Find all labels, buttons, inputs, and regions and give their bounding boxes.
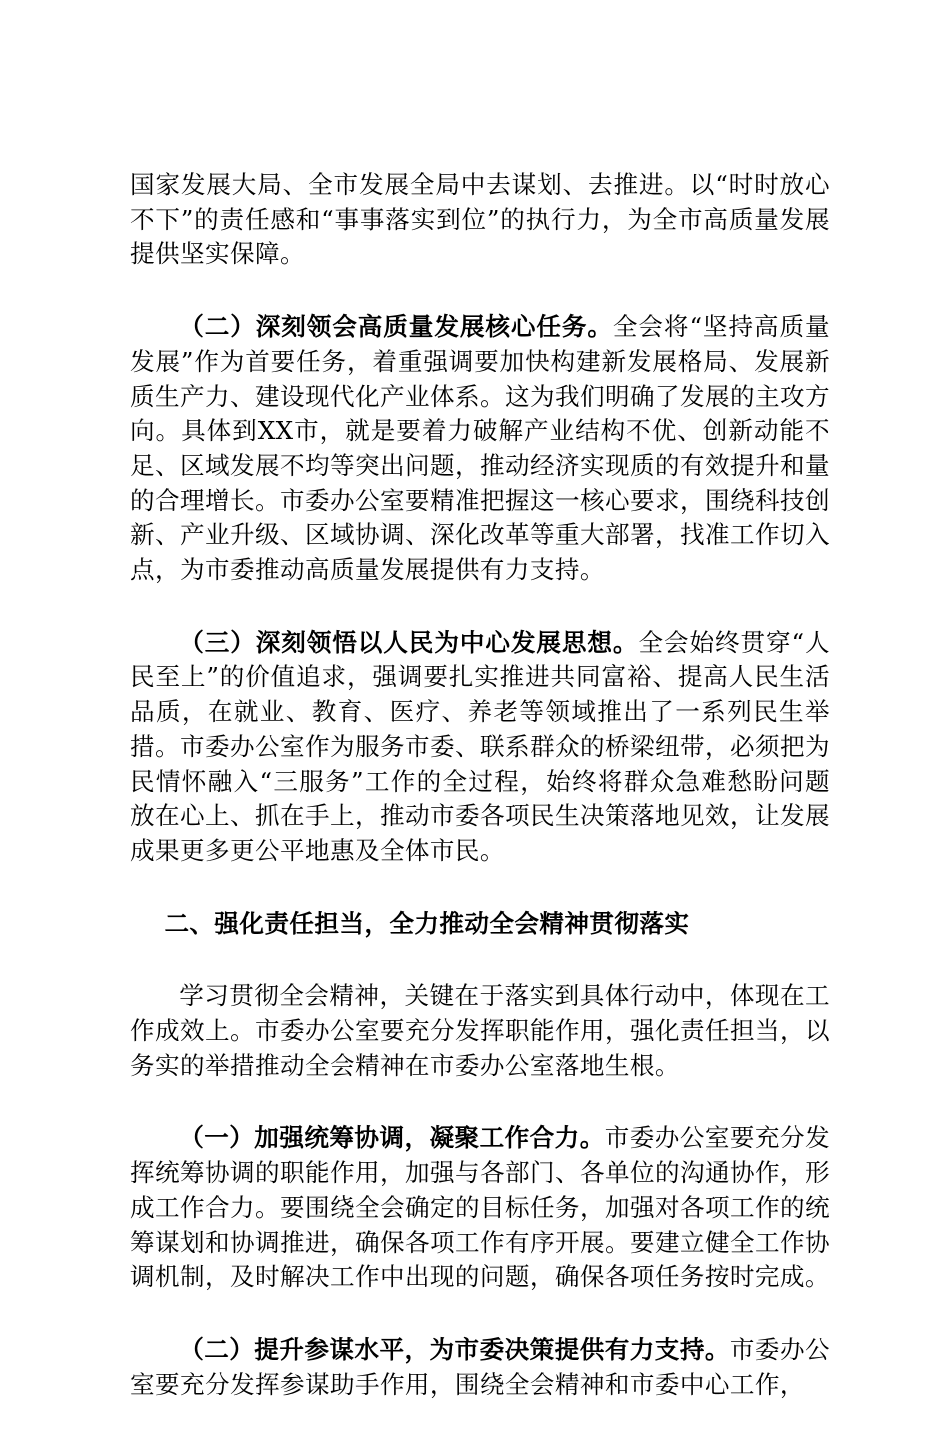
paragraph-people-centered — [130, 626, 830, 869]
paragraph-lead: （二）提升参谋水平，为市委决策提供有力支持。 — [179, 1334, 730, 1364]
paragraph-text: 市委办公室要充分发挥统筹协调的职能作用，加强与各部门、各单位的沟通协作，形成工作合力。要围绕全会确定的目标任务，加强对各项工作的统筹谋划和协调推进，确保各项工作有序开展。要建立健全工作协调机制，及时解决工作中出现的问题，确保各项任务按时完成。 — [130, 1123, 830, 1292]
section-heading: 二、强化责任担当，全力推动全会精神贯彻落实 — [164, 908, 690, 938]
paragraph-lead: （一）加强统筹协调，凝聚工作合力。 — [179, 1123, 605, 1153]
paragraph-lead: （二）深刻领会高质量发展核心任务。 — [179, 312, 613, 342]
paragraph-advisory — [130, 1333, 830, 1402]
document-body — [130, 168, 830, 1440]
paragraph-continued — [130, 168, 830, 272]
paragraph-text: 市委办公室要充分发挥参谋助手作用，围绕全会精神和市委中心工作， — [130, 1334, 830, 1399]
paragraph-coordination — [130, 1121, 830, 1295]
paragraph-text: 国家发展大局、全市发展全局中去谋划、去推进。以“时时放心不下”的责任感和“事事落实到位”的执行力，为全市高质量发展提供坚实保障。 — [130, 170, 830, 269]
paragraph-text: 学习贯彻全会精神，关键在于落实到具体行动中，体现在工作成效上。市委办公室要充分发挥职能作用，强化责任担当，以务实的举措推动全会精神在市委办公室落地生根。 — [130, 981, 830, 1080]
paragraph-lead: （三）深刻领悟以人民为中心发展思想。 — [179, 627, 639, 657]
paragraph-core-task — [130, 310, 830, 588]
paragraph-text: 全会将“坚持高质量发展”作为首要任务，着重强调要加快构建新发展格局、发展新质生产力、建设现代化产业体系。这为我们明确了发展的主攻方向。具体到XX市，就是要着力破解产业结构不优、创新动能不足、区域发展不均等突出问题，推动经济实现质的有效提升和量的合理增长。市委办公室要精准把握这一核心要求，围绕科技创新、产业升级、区域协调、深化改革等重大部署，找准工作切入点，为市委推动高质量发展提供有力支持。 — [130, 312, 830, 585]
paragraph-text: 全会始终贯穿“人民至上”的价值追求，强调要扎实推进共同富裕、提高人民生活品质，在就业、教育、医疗、养老等领域推出了一系列民生举措。市委办公室作为服务市委、联系群众的桥梁纽带，必须把为民情怀融入“三服务”工作的全过程，始终将群众急难愁盼问题放在心上、抓在手上，推动市委各项民生决策落地见效，让发展成果更多更公平地惠及全体市民。 — [130, 627, 831, 865]
paragraph-intro — [130, 979, 830, 1083]
